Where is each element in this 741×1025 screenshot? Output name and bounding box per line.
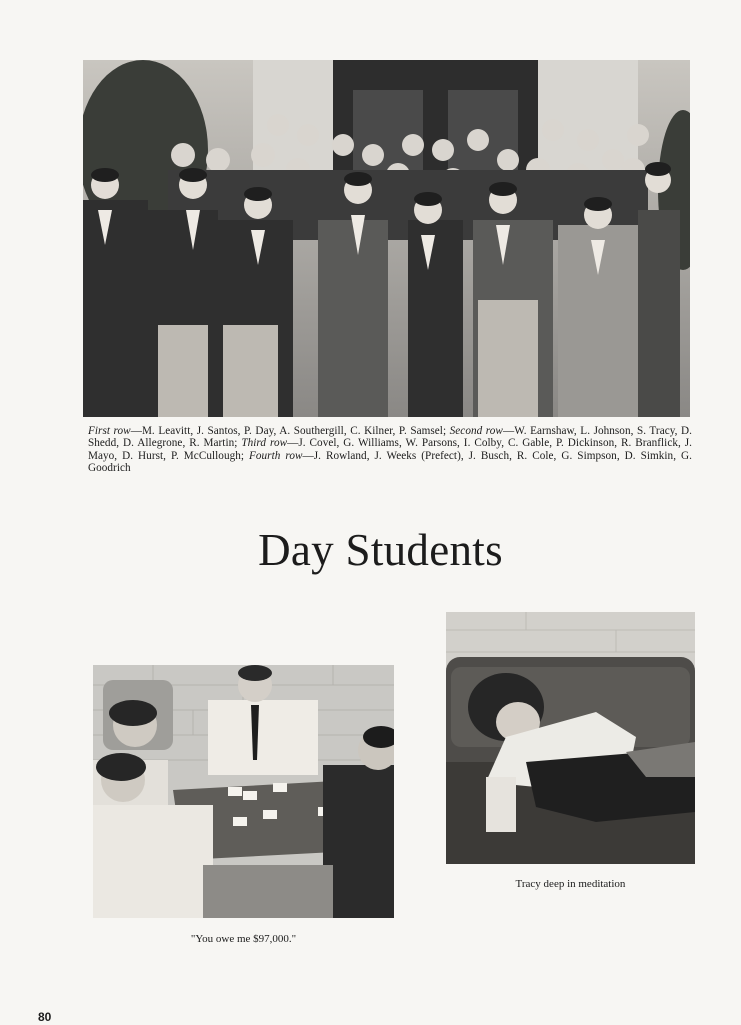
caption-row-names: J. Covel, G. Williams, W. Parsons, I. Colby, C. Gable, P. Dickinson, R. Branflick, J. Mayo, D. Hurst, P. McCullough; xyxy=(88,437,692,462)
page-number: 80 xyxy=(38,1010,52,1024)
caption-dash: — xyxy=(302,449,314,462)
couch-image xyxy=(446,612,695,864)
caption-row-label: Third row xyxy=(241,437,288,450)
card-game-photo xyxy=(93,665,394,918)
card-game-photo-caption: "You owe me $97,000." xyxy=(190,933,297,945)
caption-dash: — xyxy=(130,425,142,437)
caption-row-names: W. Earnshaw, L. Johnson, S. Tracy, D. Shedd, D. Allegrone, R. Martin; xyxy=(88,425,692,450)
group-photo-caption xyxy=(88,425,692,475)
caption-row-names: M. Leavitt, J. Santos, P. Day, A. Southergill, C. Kilner, P. Samsel; xyxy=(141,425,450,437)
group-photo-image xyxy=(83,60,690,417)
caption-row-label: Fourth row xyxy=(249,449,303,462)
couch-photo-caption: Tracy deep in meditation xyxy=(515,878,626,890)
caption-row-names: J. Rowland, J. Weeks (Prefect), J. Busch, R. Cole, G. Simpson, D. Simkin, G. Goodrich xyxy=(88,449,692,475)
caption-row-label: Second row xyxy=(449,425,503,437)
caption-row-label: First row xyxy=(88,425,131,437)
caption-dash: — xyxy=(502,425,515,437)
couch-photo xyxy=(446,612,695,864)
caption-dash: — xyxy=(287,437,299,450)
page-title: Day Students xyxy=(258,525,503,575)
group-photo xyxy=(83,60,690,417)
card-game-image xyxy=(93,665,394,918)
